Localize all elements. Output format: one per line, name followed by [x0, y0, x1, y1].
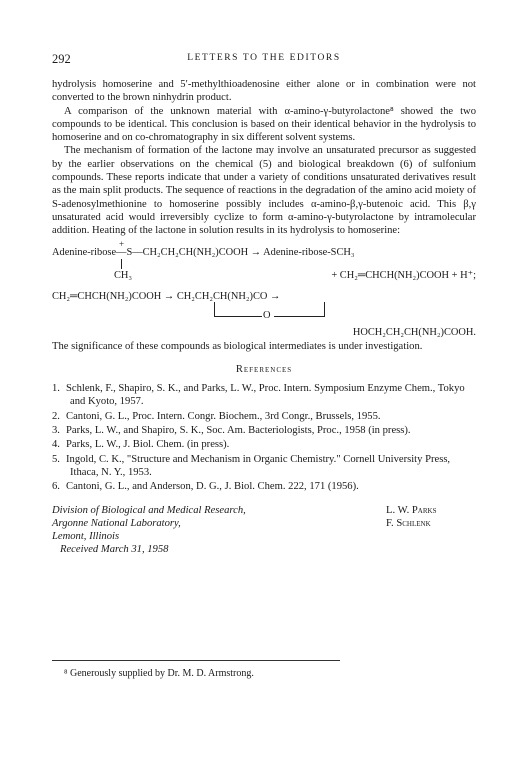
paragraph-3: The mechanism of formation of the lactone may involve an unsaturated precursor as suggested by the earlier observations on the chemical (5) and biological breakdown (6) of sulfonium compounds. These reports indicate that under a variety of conditions unsaturated derivatives result as the main split products. The sequence of reactions in the degradation of the amino acid moiety of S-adenosylmethionine to homoserine possibly includes α-amino-β,γ-butenoic acid. This β,γ unsaturated acid would irreversibly cyclize to form α-amino-γ-butyrolactone by intramolecular addition. Heating of the lactone in solution results in its hydrolysis to homoserine: [52, 145, 476, 237]
ring-bond-bottom-right [274, 316, 325, 317]
affiliation-line: Division of Biological and Medical Research, [52, 504, 246, 516]
closing-paragraph: The significance of these compounds as biological intermediates is under investigation. [52, 340, 423, 352]
author-name: L. W. Parks [386, 504, 437, 516]
equation-1-right: + CH₂═CHCH(NH₂)COOH + H⁺; [331, 269, 476, 281]
received-date: Received March 31, 1958 [60, 544, 169, 556]
reference-text: Parks, L. W., and Shapiro, S. K., Soc. Am. Bacteriologists, Proc., 1958 (in press). [66, 425, 411, 437]
reference-text: Parks, L. W., J. Biol. Chem. (in press). [66, 439, 230, 451]
article-body [52, 78, 476, 570]
signature-block [52, 504, 476, 570]
equation-2 [52, 290, 476, 306]
bond-line [121, 259, 122, 269]
affiliation [52, 504, 246, 557]
sulfonium-charge: + [119, 238, 125, 249]
reference-number: 5. [52, 453, 60, 465]
equation-2-product [52, 326, 476, 340]
ring-bond-left [214, 302, 215, 316]
reference-text: Cantoni, G. L., and Anderson, D. G., J. Biol. Chem. 222, 171 (1956). [66, 481, 359, 493]
equation-2-left: CH₂═CHCH(NH₂)COOH → CH₂CH₂CH(NH₂)CO → [52, 290, 281, 302]
equation-2-right: HOCH₂CH₂CH(NH₂)COOH. [352, 326, 476, 338]
reference-number: 3. [52, 425, 60, 437]
page-number: 292 [52, 52, 71, 66]
paragraph-2: A comparison of the unknown material with α-amino-γ-butyrolactone⁸ showed the two compounds to be identical. This conclusion is based on their identical behavior in the hydrolysis to homoserine and on co-chromatography in six different solvent systems. [52, 105, 476, 144]
running-title: LETTERS TO THE EDITORS [187, 53, 341, 63]
reference-text: Ingold, C. K., "Structure and Mechanism in Organic Chemistry." Cornell University Press, Ithaca, N. Y., 1953. [66, 453, 451, 478]
ring-oxygen: O [263, 309, 271, 321]
ring-bond-bottom-left [214, 316, 262, 317]
equation-2-ring [52, 306, 476, 326]
authors [386, 504, 476, 531]
author-name: F. Schlenk [386, 517, 431, 529]
equation-1-line2 [52, 262, 476, 280]
footnote-rule [52, 660, 340, 661]
paragraph-1: hydrolysis homoserine and 5′-methylthioadenosine either alone or in combination were not converted to the brown ninhydrin product. [52, 79, 476, 104]
page-header [52, 52, 476, 68]
equation-1 [52, 238, 476, 262]
reference-number: 1. [52, 383, 60, 395]
reference-item [52, 453, 476, 480]
reference-text: Cantoni, G. L., Proc. Intern. Congr. Biochem., 3rd Congr., Brussels, 1955. [66, 410, 381, 422]
affiliation-line: Argonne National Laboratory, [52, 517, 181, 529]
reference-item [52, 480, 476, 493]
reference-item [52, 410, 476, 423]
reference-list [52, 382, 476, 493]
footnote: ⁸ Generously supplied by Dr. M. D. Armstrong. [64, 668, 254, 679]
reference-item [52, 424, 476, 437]
methyl-group: CH₃ [114, 269, 133, 281]
reference-number: 2. [52, 410, 60, 422]
references-heading: References [235, 363, 293, 375]
reference-number: 6. [52, 481, 60, 493]
affiliation-line: Lemont, Illinois [52, 531, 120, 543]
reference-text: Schlenk, F., Shapiro, S. K., and Parks, L. W., Proc. Intern. Symposium Enzyme Chem., Tokyo and Kyoto, 1957. [66, 383, 465, 408]
reference-item [52, 382, 476, 409]
reference-item [52, 438, 476, 451]
ring-bond-right [324, 302, 325, 316]
equation-1-left: Adenine-ribose—S—CH₂CH₂CH(NH₂)COOH → Adenine-ribose-SCH₃ [52, 246, 355, 258]
reference-number: 4. [52, 439, 60, 451]
